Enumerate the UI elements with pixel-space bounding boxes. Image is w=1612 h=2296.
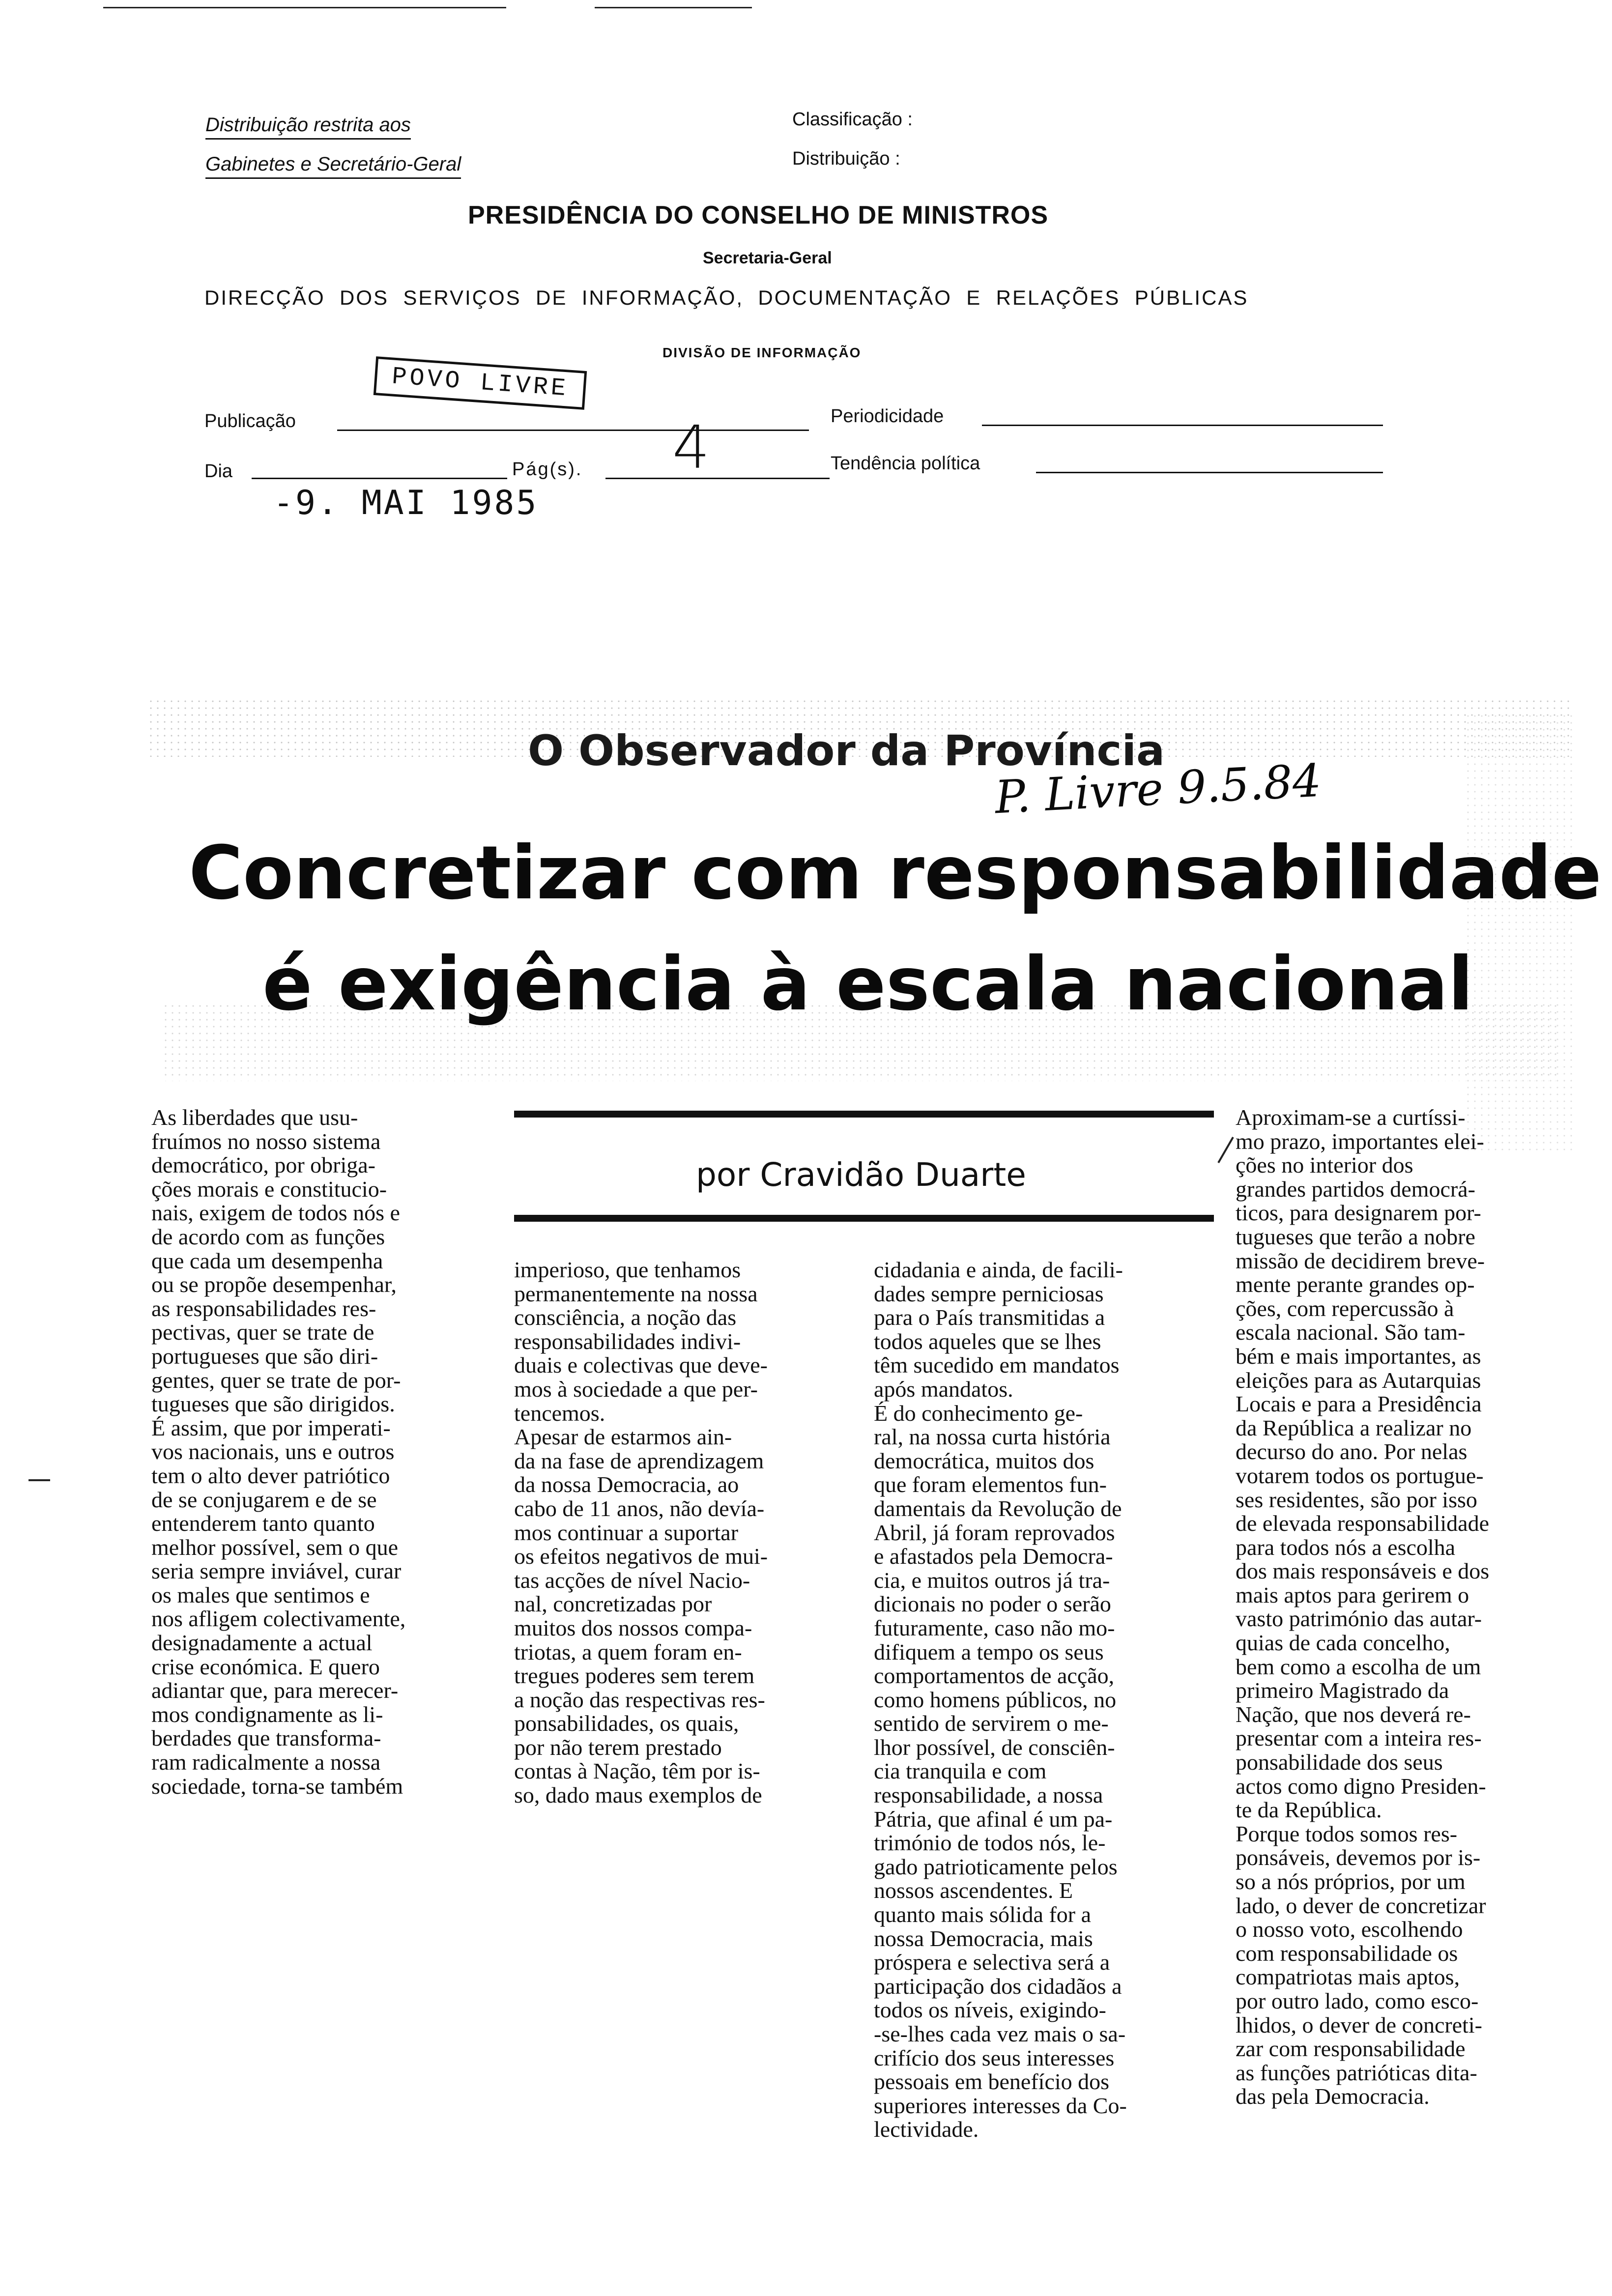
byline-rule-top <box>514 1111 1214 1118</box>
tendencia-label: Tendência política <box>831 453 980 474</box>
scan-edge-mark <box>595 7 752 8</box>
org-title: PRESIDÊNCIA DO CONSELHO DE MINISTROS <box>468 201 1049 230</box>
headline-line-2: é exigência à escala nacional <box>262 942 1473 1027</box>
article-column-4: Aproximam-se a curtíssi- mo prazo, importantes elei- ções no interior dos grandes partidos democrá- ticos, para designarem por- tugueses que terão a nobre missão de decidirem breve- mente perante grandes op- ções, com repercussão à escala nacional. São tam- bém e mais importantes, as eleições para as Autarquias Locais e para a Presidência da República a realizar no decurso do ano. Por nelas votarem todos os portugue- ses residentes, são por isso de elevada responsabilidade para todos nós a escolha dos mais responsáveis e dos mais aptos para gerirem o vasto património das autar- quias de cada concelho, bem como a escolha de um primeiro Magistrado da Nação, que nos deverá re- presentar com a inteira res- ponsabilidade dos seus actos como digno Presiden- te da República. Porque todos somos res- ponsáveis, devemos por is- so a nós próprios, por um lado, o dever de concretizar o nosso voto, escolhendo com responsabilidade os compatriotas mais aptos, por outro lado, como esco- lhidos, o dever de concreti- zar com responsabilidade as funções patrióticas dita- das pela Democracia. <box>1236 1105 1490 2109</box>
byline-rule-bottom <box>514 1215 1214 1222</box>
margin-mark <box>1217 1137 1234 1163</box>
periodicidade-line <box>982 425 1383 426</box>
dia-label: Dia <box>204 461 233 482</box>
tendencia-line <box>1036 472 1383 473</box>
article-column-2: imperioso, que tenhamos permanentemente na nossa consciência, a noção das responsabilidades indivi- duais e colectivas que deve- mos à sociedade a que per- tencemos. Apesar de estarmos ain- da na fase de aprendizagem da nossa Democracia, ao cabo de 11 anos, não devía- mos continuar a suportar os efeitos negativos de mui- tas acções de nível Nacio- nal, concretizadas por muitos dos nossos compa- triotas, a quem foram en- tregues poderes sem terem a noção das respectivas res- ponsabilidades, os quais, por não terem prestado contas à Nação, têm por is- so, dado maus exemplos de <box>514 1257 768 1808</box>
scan-noise <box>1465 713 1573 1155</box>
distribution-line-1: Distribuição restrita aos <box>205 114 411 140</box>
page-number-handwritten: 4 <box>672 414 710 482</box>
dia-line <box>252 478 507 479</box>
publicacao-line <box>337 430 809 431</box>
pag-label: Pág(s). <box>512 459 583 480</box>
distribution-line-2: Gabinetes e Secretário-Geral <box>205 153 461 179</box>
headline-line-1: Concretizar com responsabilidade <box>189 831 1602 916</box>
article-column-1: As liberdades que usu- fruímos no nosso sistema democrático, por obriga- ções morais e constitucio- nais, exigem de todos nós e de acordo com as funções que cada um desempenha ou se propõe desempenhar, as responsabilidades res- pectivas, quer se trate de portugueses que são diri- gentes, quer se trate de por- tugueses que são dirigidos. É assim, que por imperati- vos nacionais, uns e outros tem o alto dever patriótico de se conjugarem e de se entenderem tanto quanto melhor possível, sem o que seria sempre inviável, curar os males que sentimos e nos afligem colectivamente, designadamente a actual crise económica. E quero adiantar que, para merecer- mos condignamente as li- berdades que transforma- ram radicalmente a nossa sociedade, torna-se também <box>151 1105 406 1799</box>
article-column-3: cidadania e ainda, de facili- dades sempre perniciosas para o País transmitidas a todos aqueles que se lhes têm sucedido em mandatos após mandatos. É do conhecimento ge- ral, na nossa curta história democrática, muitos dos que foram elementos fun- damentais da Revolução de Abril, já foram reprovados e afastados pela Democra- cia, e muitos outros já tra- dicionais no poder o serão futuramente, caso não mo- difiquem a tempo os seus comportamentos de acção, como homens públicos, no sentido de servirem o me- lhor possível, de consciên- cia tranquila e com responsabilidade, a nossa Pátria, que afinal é um pa- trimónio de todos nós, le- gado patrioticamente pelos nossos ascendentes. E quanto mais sólida for a nossa Democracia, mais próspera e selectiva será a participação dos cidadãos a todos os níveis, exigindo- -se-lhes cada vez mais o sa- crifício dos seus interesses pessoais em benefício dos superiores interesses da Co- lectividade. <box>874 1257 1127 2142</box>
section-kicker: O Observador da Província <box>528 726 1165 775</box>
periodicidade-label: Periodicidade <box>831 406 944 427</box>
publicacao-label: Publicação <box>204 411 296 431</box>
classificacao-label: Classificação : <box>792 109 913 130</box>
scan-edge-mark <box>103 7 506 8</box>
handwritten-annotation: P. Livre 9.5.84 <box>993 754 1323 824</box>
margin-mark <box>29 1479 50 1481</box>
date-stamp: -9. MAI 1985 <box>273 484 539 522</box>
byline: por Cravidão Duarte <box>696 1156 1026 1194</box>
distribuicao-label: Distribuição : <box>792 148 900 169</box>
pag-line <box>605 478 830 479</box>
publication-stamp: POVO LIVRE <box>374 356 587 410</box>
org-subtitle: Secretaria-Geral <box>703 249 832 267</box>
direction-line: DIRECÇÃO DOS SERVIÇOS DE INFORMAÇÃO, DOCUMENTAÇÃO E RELAÇÕES PÚBLICAS <box>204 286 1249 309</box>
division-label: DIVISÃO DE INFORMAÇÃO <box>662 345 862 360</box>
